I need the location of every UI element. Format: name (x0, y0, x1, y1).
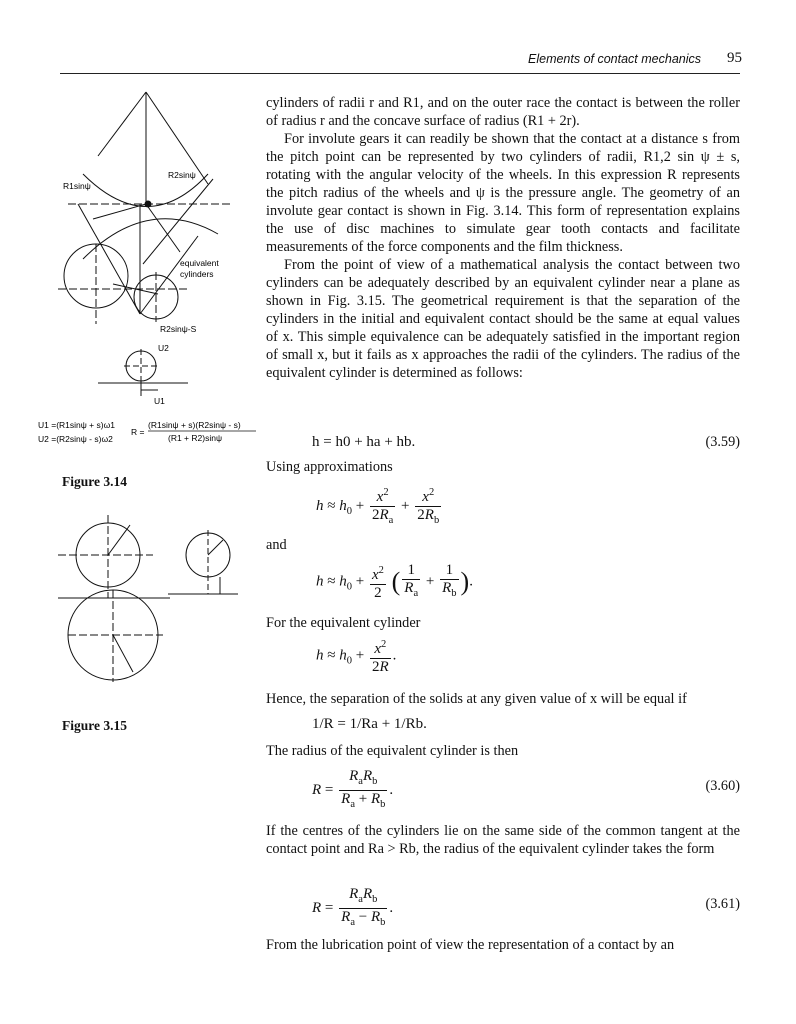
text-hence: Hence, the separation of the solids at any given value of x will be equal if (266, 691, 687, 707)
formula-r-num: (R1sinψ + s)(R2sinψ - s) (148, 420, 241, 430)
paragraph-3: From the point of view of a mathematical analysis the contact between two cylinders can be adequately described by an equivalent cylinder near a plane as shown in Fig. 3.15. The geometrical requirement is that the separation of the cylinders in the initial and equivalent contact should be the same at equal values of x. This simple equivalence can be adequately satisfied in the important region of small x, but it fails as x approaches the radii of the cylinders. The radius of the equivalent cylinder is determined as follows: (266, 257, 740, 381)
equation-approx-1: $h \approx h_0$ + $\frac{x^2}{2R_a}$ + $\frac{x^2}{2R_b}$ (316, 484, 443, 529)
label-u1: U1 (154, 396, 165, 406)
running-header: Elements of contact mechanics (528, 52, 701, 66)
equation-number-3-61: (3.61) (705, 896, 740, 912)
formula-r-den: (R1 + R2)sinψ (168, 433, 223, 443)
page-number: 95 (727, 50, 742, 66)
equation-approx-2: $h \approx h_0$ + $\frac{x^2}{2}$ ( $\frac{1}{R_a}$ + $\frac{1}{R_b}$ ). (316, 562, 473, 601)
text-radius-is: The radius of the equivalent cylinder is then (266, 743, 519, 759)
label-cylinders: cylinders (180, 269, 214, 279)
text-and: and (266, 537, 287, 553)
label-r2sin: R2sinψ (168, 170, 196, 180)
equation-inverse-r: 1/R = 1/Ra + 1/Rb. (312, 716, 427, 732)
text-using-approximations: Using approximations (266, 459, 393, 475)
equation-3-59: h = h0 + ha + hb. (312, 434, 416, 450)
label-r2sins: R2sinψ-S (160, 324, 197, 334)
paragraph-2: For involute gears it can readily be shown that the contact at a distance s from the pitch point can be represented by two cylinders of radii, R1,2 sin ψ ± s, rotating with the angular velocity of the wheels. In this expression R represents the pitch radius of the wheels and ψ is the pressure angle. The geometry of an involute gear contact is shown in Fig. 3.14. This form of representation explains the use of disc machines to simulate gear tooth contacts and facilitate measurements of the force components and the film thickness. (266, 131, 740, 255)
body-text (266, 94, 740, 382)
formula-u1: U1 =(R1sinψ + s)ω1 (38, 420, 115, 430)
figure-3-14 (38, 84, 268, 464)
equation-approx-3: $h \approx h_0$ + $\frac{x^2}{2R}$ . (316, 636, 396, 676)
equation-3-60: R = $\frac{R_aR_b}{R_a + R_b}$ . (312, 768, 394, 810)
formula-r-lhs: R = (131, 427, 145, 437)
label-equivalent: equivalent (180, 258, 219, 268)
label-u2: U2 (158, 343, 169, 353)
label-r1sin: R1sinψ (63, 181, 91, 191)
equation-number-3-60: (3.60) (705, 778, 740, 794)
text-last-line: From the lubrication point of view the representation of a contact by an (266, 937, 675, 953)
caption-figure-3-14: Figure 3.14 (62, 474, 127, 489)
figure-3-15 (58, 510, 258, 690)
formula-u2: U2 =(R2sinψ - s)ω2 (38, 434, 113, 444)
equation-3-61: R = $\frac{R_aR_b}{R_a - R_b}$ . (312, 886, 394, 928)
caption-figure-3-15: Figure 3.15 (62, 718, 127, 733)
text-if-centres: If the centres of the cylinders lie on the same side of the common tangent at the contact point and Ra > Rb, the radius of the equivalent cylinder takes the form (266, 823, 740, 857)
equation-number-3-59: (3.59) (705, 434, 740, 450)
header-rule (60, 73, 740, 74)
paragraph-1: cylinders of radii r and R1, and on the outer race the contact is between the roller of radius r and the concave surface of radius (R1 + 2r). (266, 95, 740, 129)
text-for-equivalent: For the equivalent cylinder (266, 615, 421, 631)
lower-gear-arc (83, 219, 218, 259)
